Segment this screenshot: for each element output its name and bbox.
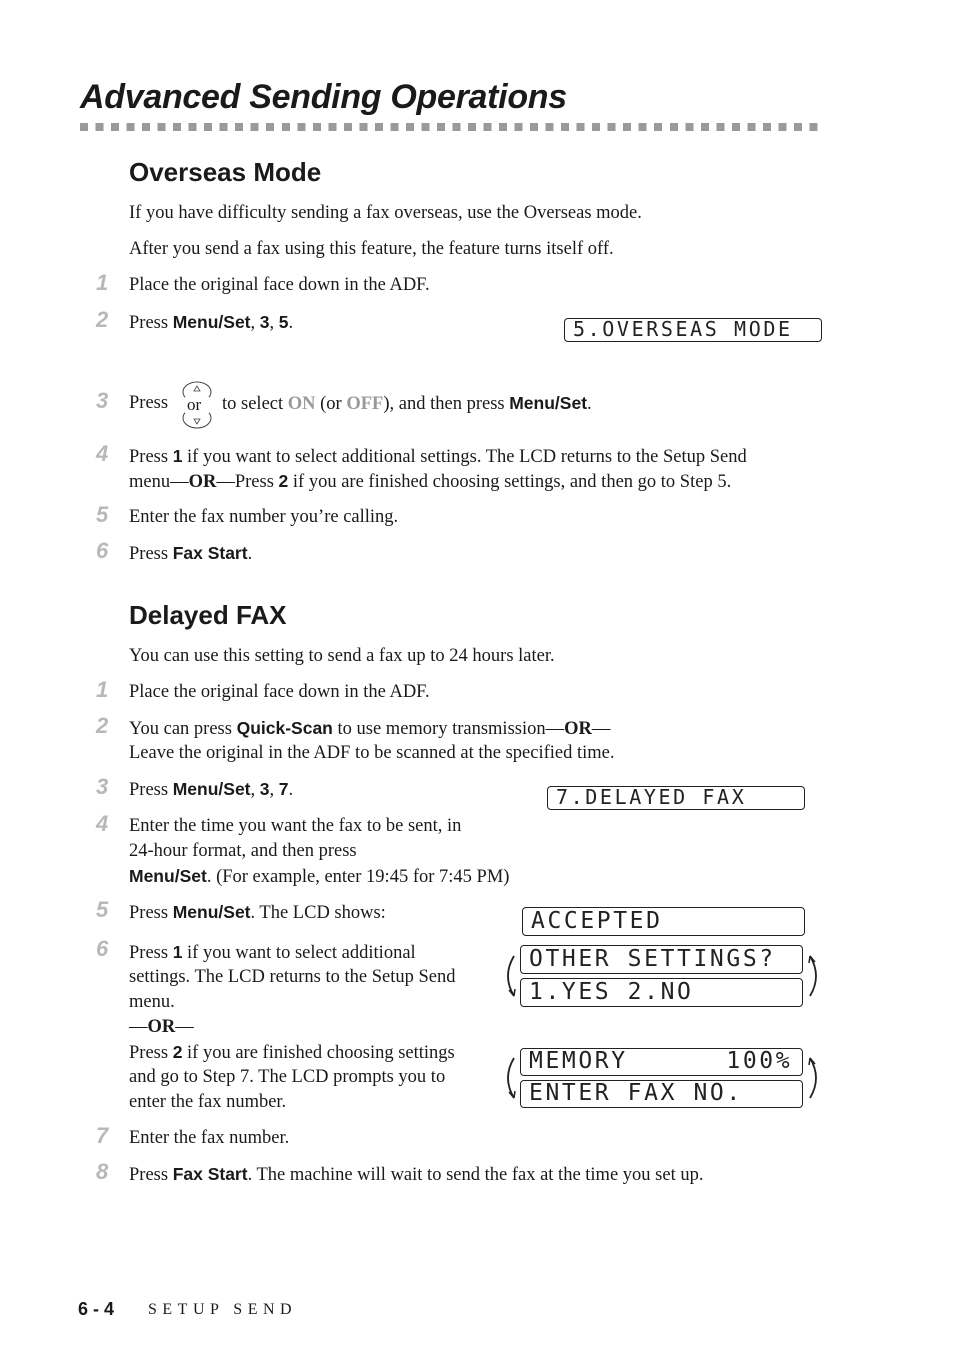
delayed-step-6-line-5: Press 2 if you are finished choosing settings <box>129 1042 455 1063</box>
step-number: 1 <box>96 270 109 295</box>
lcd-memory: MEMORY 100% <box>520 1048 803 1076</box>
overseas-step-4-line-2: menu—OR—Press 2 if you are finished choosing settings, and then go to Step 5. <box>129 471 732 492</box>
title-dotted-rule <box>80 123 822 131</box>
lcd-yes-no: 1.YES 2.NO <box>520 978 803 1007</box>
lcd-enter-fax-no: ENTER FAX NO. <box>520 1080 803 1108</box>
delayed-intro: You can use this setting to send a fax up to 24 hours later. <box>129 646 555 666</box>
step-number: 3 <box>96 388 109 413</box>
delayed-step-6-line-1: Press 1 if you want to select additional <box>129 942 416 963</box>
lcd-other-settings: OTHER SETTINGS? <box>520 945 803 974</box>
overseas-step-3-text: Press <box>129 393 169 413</box>
delayed-step-6-line-7: enter the fax number. <box>129 1092 287 1112</box>
delayed-fax-heading: Delayed FAX <box>129 600 287 630</box>
overseas-step-5-text: Enter the fax number you’re calling. <box>129 507 399 527</box>
step-number: 7 <box>96 1123 109 1148</box>
or-label: or <box>187 395 202 414</box>
delayed-step-4-line-1: Enter the time you want the fax to be sent, in <box>129 816 462 836</box>
delayed-step-8-text: Press Fax Start. The machine will wait to send the fax at the time you set up. <box>129 1164 704 1185</box>
page-number: 6 - 4 <box>78 1299 115 1319</box>
step-number: 4 <box>96 441 109 466</box>
overseas-step-6-text: Press Fax Start. <box>129 543 253 564</box>
cycle-right-arrow-icon <box>804 952 824 1000</box>
page-title: Advanced Sending Operations <box>80 78 567 116</box>
overseas-step-1-text: Place the original face down in the ADF. <box>129 275 430 295</box>
step-number: 5 <box>96 897 109 922</box>
delayed-step-3-text: Press Menu/Set, 3, 7. <box>129 779 294 800</box>
overseas-heading: Overseas Mode <box>129 157 322 187</box>
delayed-step-4-line-2: 24-hour format, and then press <box>129 841 357 861</box>
step-number: 2 <box>96 713 109 738</box>
delayed-step-4-line-3: Menu/Set. (For example, enter 19:45 for 7:45 PM) <box>129 866 510 887</box>
overseas-step-2-text: Press Menu/Set, 3, 5. <box>129 312 294 333</box>
step-number: 4 <box>96 811 109 836</box>
step-number: 3 <box>96 774 109 799</box>
delayed-step-5-text: Press Menu/Set. The LCD shows: <box>129 902 386 923</box>
step-number: 6 <box>96 936 109 961</box>
cycle-left-arrow-icon <box>500 1054 520 1102</box>
lcd-overseas-mode: 5.OVERSEAS MODE <box>564 318 822 342</box>
section-name: SETUP SEND <box>148 1301 298 1318</box>
step-number: 8 <box>96 1159 109 1184</box>
overseas-step-3-rest: to select ON (or OFF), and then press Menu/Set. <box>222 393 592 414</box>
step-number: 1 <box>96 677 109 702</box>
delayed-step-6-or: —OR— <box>129 1017 194 1037</box>
delayed-step-6-line-2: settings. The LCD returns to the Setup Send <box>129 967 456 987</box>
step-number: 5 <box>96 502 109 527</box>
step-number: 2 <box>96 307 109 332</box>
delayed-step-6-line-3: menu. <box>129 992 175 1012</box>
delayed-step-6-line-6: and go to Step 7. The LCD prompts you to <box>129 1067 446 1087</box>
cycle-right-arrow-icon <box>804 1054 824 1102</box>
overseas-intro-2: After you send a fax using this feature, the feature turns itself off. <box>129 239 614 259</box>
delayed-step-2-line-2: Leave the original in the ADF to be scanned at the specified time. <box>129 743 615 763</box>
cycle-left-arrow-icon <box>500 952 520 1000</box>
overseas-intro-1: If you have difficulty sending a fax overseas, use the Overseas mode. <box>129 203 642 223</box>
lcd-accepted: ACCEPTED <box>522 907 805 936</box>
overseas-step-4-line-1: Press 1 if you want to select additional settings. The LCD returns to the Setup Send <box>129 446 747 467</box>
step-number: 6 <box>96 538 109 563</box>
delayed-step-1-text: Place the original face down in the ADF. <box>129 682 430 702</box>
delayed-step-2-line-1: You can press Quick-Scan to use memory transmission—OR— <box>129 718 611 739</box>
lcd-delayed-fax: 7.DELAYED FAX <box>547 786 805 810</box>
delayed-step-7-text: Enter the fax number. <box>129 1128 290 1148</box>
